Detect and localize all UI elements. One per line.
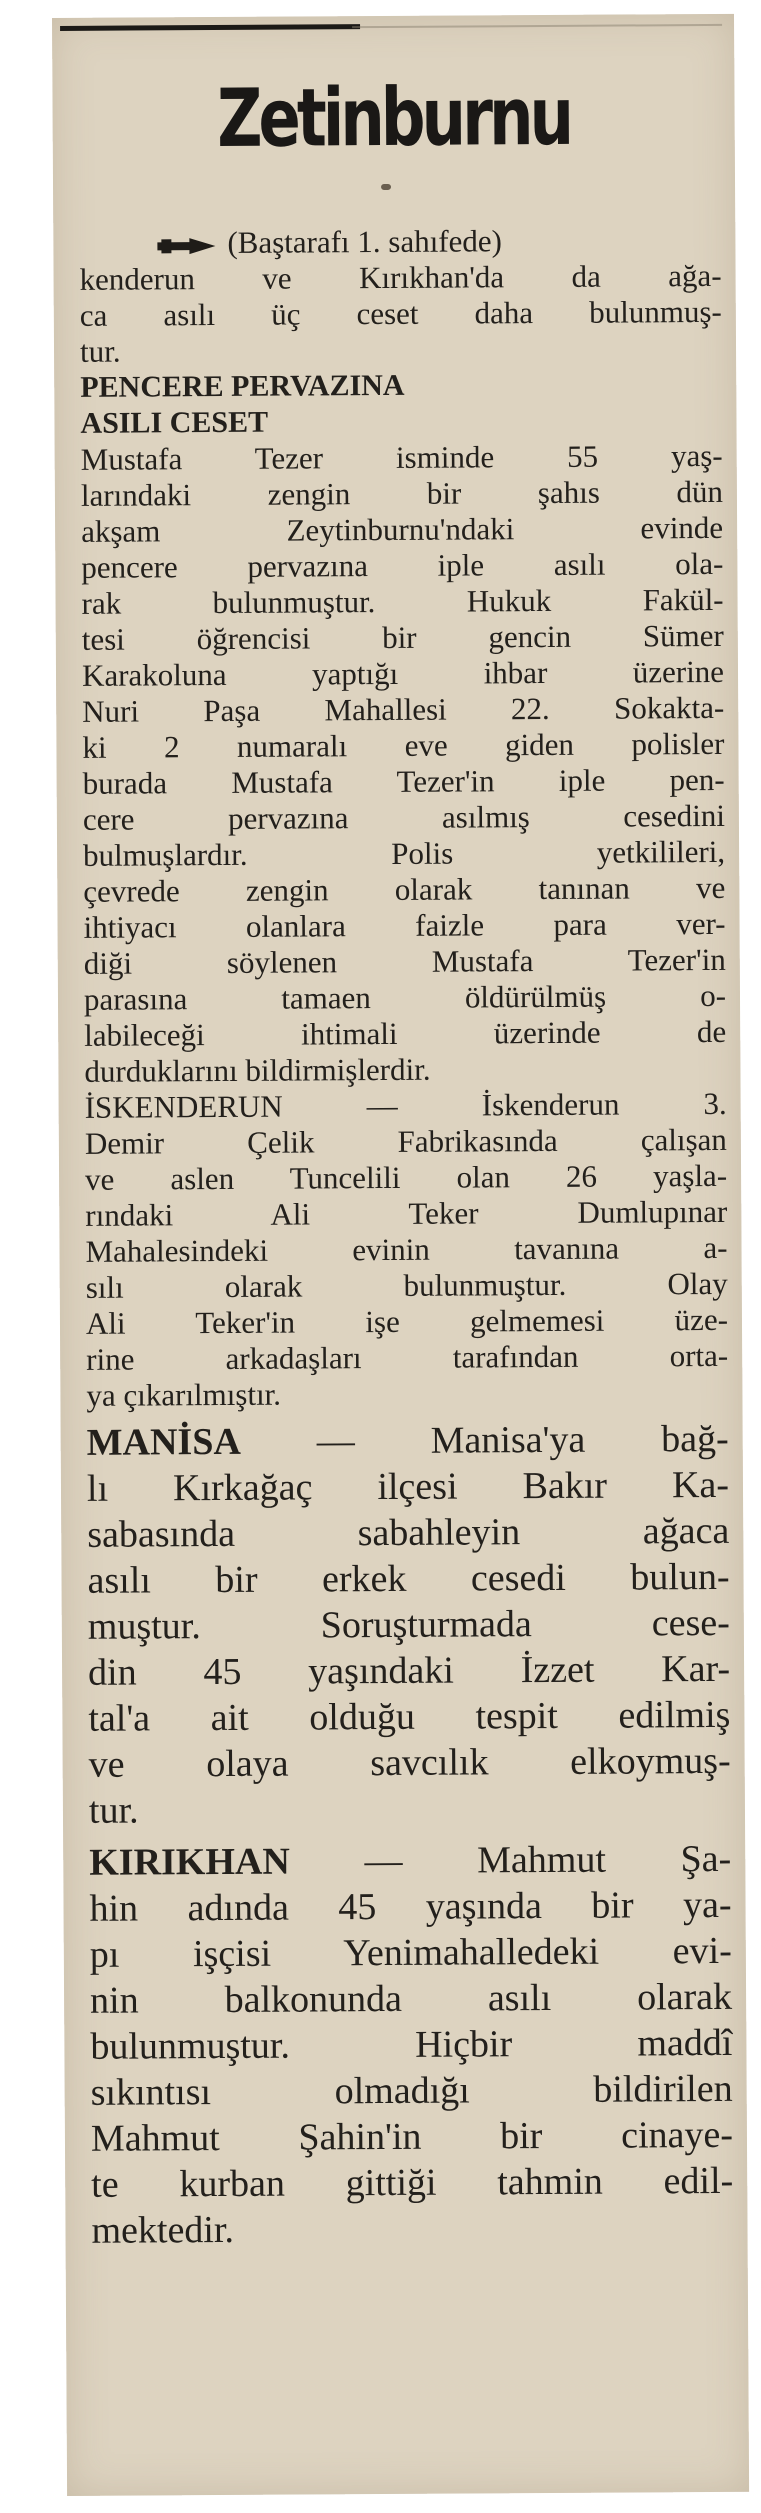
body-line: tur. — [88, 1789, 139, 1832]
body-line: larındaki zengin bir şahıs dün — [80, 473, 724, 513]
section-pencere — [80, 366, 726, 1090]
body-line: akşam Zeytinburnu'ndaki evinde — [81, 509, 724, 549]
body-line: ve aslen Tuncelili olan 26 yaşla- — [84, 1157, 728, 1197]
body-line: tal'a ait olduğu tespit edilmiş — [88, 1693, 731, 1740]
body-line: ki 2 numaralı eve giden polisler — [82, 725, 725, 765]
body-line: Mustafa Tezer isminde 55 yaş- — [80, 437, 723, 477]
section-iskenderun — [85, 1086, 729, 1414]
body-line: sılı olarak bulunmuştur. Olay — [85, 1265, 728, 1305]
top-rule — [60, 24, 360, 31]
body-line: Karakoluna yaptığı ihbar üzerine — [81, 653, 725, 693]
body-line: muştur. Soruşturmada cese- — [87, 1601, 730, 1648]
section-manisa — [87, 1416, 732, 1834]
section-lead: KIRIKHAN — [89, 1840, 290, 1884]
body-line: çevrede zengin olarak tanınan ve — [83, 869, 726, 909]
section-kirikhan — [89, 1836, 734, 2254]
body-line: lı Kırkağaç ilçesi Bakır Ka- — [86, 1463, 730, 1510]
body-line: tesi öğrencisi bir gencin Sümer — [81, 617, 724, 657]
section-heading: ASILI CESET — [80, 405, 269, 440]
body-line-rest: — Manisa'ya bağ- — [240, 1417, 729, 1463]
body-line — [87, 1416, 729, 1466]
section-heading: PENCERE PERVAZINA — [80, 368, 405, 404]
body-line: rak bulunmuştur. Hukuk Fakül- — [81, 581, 724, 621]
body-line: diği söylenen Mustafa Tezer'in — [83, 941, 726, 981]
body-line: asılı bir erkek cesedi bulun- — [87, 1555, 730, 1602]
body-line: mektedir. — [91, 2208, 235, 2252]
section-lead: MANİSA — [86, 1420, 241, 1464]
body-line: Ali Teker'in işe gelmemesi üze- — [85, 1301, 729, 1341]
pointing-hand-icon — [155, 236, 217, 256]
top-rule-faint — [352, 24, 722, 28]
body-line: Demir Çelik Fabrikasında çalışan — [84, 1121, 727, 1161]
intro-line: (Baştarafı 1. sahıfede) — [227, 223, 503, 260]
body-line: ya çıkarılmıştır. — [86, 1376, 282, 1413]
body-line: Nuri Paşa Mahallesi 22. Sokakta- — [82, 689, 725, 729]
body-line: durduklarını bildirmişlerdir. — [84, 1051, 431, 1089]
body-line: cere pervazına asılmış cesedini — [82, 797, 725, 837]
newspaper-clipping — [52, 14, 749, 2496]
body-line-rest: — Mahmut Şa- — [289, 1837, 732, 1883]
intro-line: kenderun ve Kırıkhan'da da ağa- — [79, 257, 722, 297]
body-line: burada Mustafa Tezer'in iple pen- — [82, 761, 725, 801]
body-line: ihtiyacı olanlara faizle para ver- — [83, 905, 726, 945]
body-line: Mahalesindeki evinin tavanına a- — [85, 1229, 728, 1269]
intro — [79, 222, 722, 370]
intro-line: tur. — [79, 333, 121, 369]
body-line: din 45 yaşındaki İzzet Kar- — [87, 1647, 731, 1694]
ink-spot — [381, 184, 391, 190]
body-line: parasına tamaen öldürülmüş o- — [83, 977, 727, 1017]
body-line: pencere pervazına iple asılı ola- — [81, 545, 724, 585]
intro-line: ca asılı üç ceset daha bulunmuş- — [79, 293, 722, 333]
body-line: Mahmut Şahin'in bir cinaye- — [90, 2113, 734, 2160]
body-line — [89, 1836, 731, 1886]
body-line: bulmuşlardır. Polis yetkilileri, — [83, 833, 726, 873]
body-line: te kurban gittiği tahmin edil- — [91, 2159, 734, 2206]
body-line: İSKENDERUN — İskenderun 3. — [84, 1085, 727, 1125]
body-line: rine arkadaşları tarafından orta- — [86, 1337, 729, 1377]
body-line: sıkıntısı olmadığı bildirilen — [90, 2067, 733, 2114]
headline: Zetinburnu — [216, 69, 571, 165]
body-line: bulunmuştur. Hiçbir maddî — [90, 2021, 733, 2068]
body-line: pı işçisi Yenimahalledeki evi- — [89, 1929, 732, 1976]
body-line: ve olaya savcılık elkoymuş- — [88, 1739, 731, 1786]
intro-first-line — [79, 222, 721, 262]
article-body — [79, 222, 733, 2254]
body-line: labileceği ihtimali üzerinde de — [84, 1013, 727, 1053]
body-line: hin adında 45 yaşında bir ya- — [89, 1883, 732, 1930]
body-line: sabasında sabahleyin ağaca — [87, 1509, 730, 1556]
body-line: nin balkonunda asılı olarak — [89, 1975, 733, 2022]
body-line: rındaki Ali Teker Dumlupınar — [85, 1193, 728, 1233]
